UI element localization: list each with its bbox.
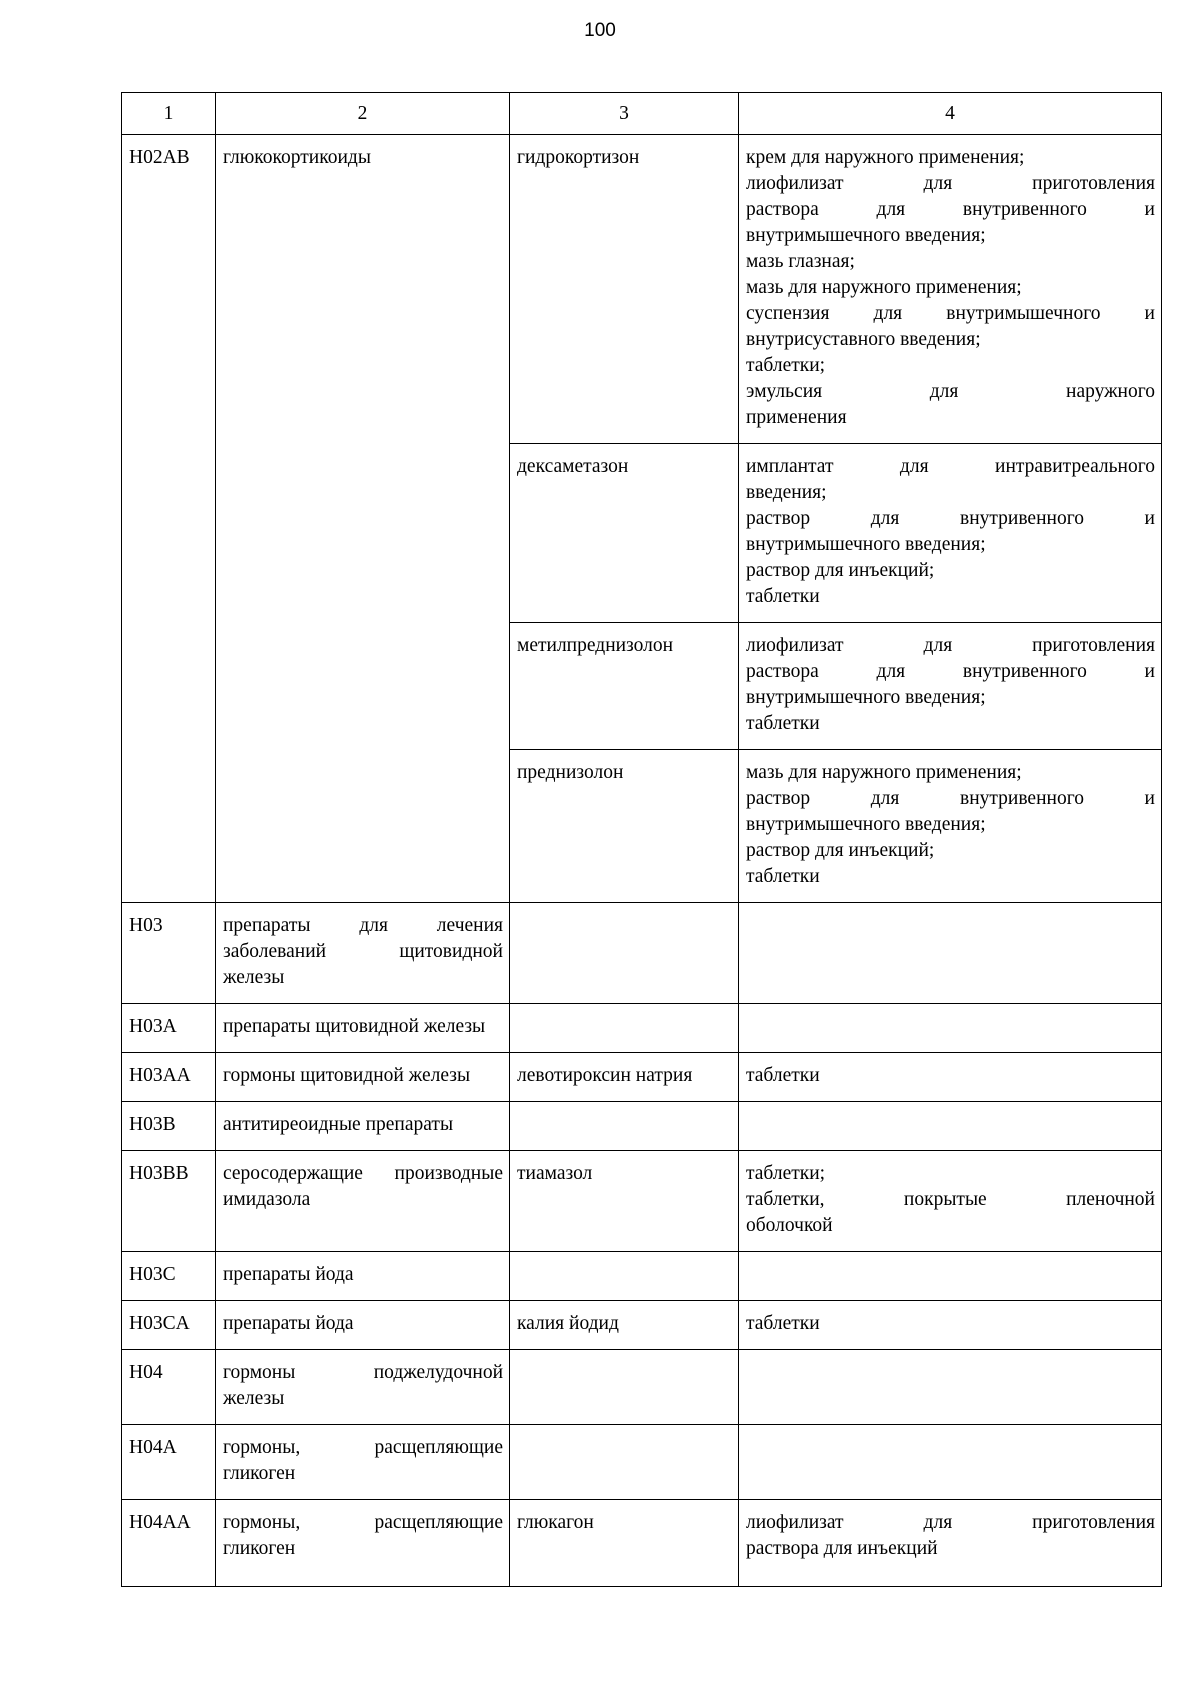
text-line: заболеваний щитовидной (223, 941, 503, 962)
group-name-cell (216, 1252, 510, 1301)
text-line: таблетки (746, 866, 820, 887)
text-line: гормоны поджелудочной (223, 1362, 503, 1383)
table-row (122, 1004, 1162, 1053)
atc-code-cell: H04 (122, 1350, 216, 1425)
atc-code-cell: H03AA (122, 1053, 216, 1102)
group-name-cell (216, 1425, 510, 1500)
group-name-cell (216, 1500, 510, 1587)
substance-cell (510, 1425, 739, 1500)
text-line: препараты йода (223, 1313, 354, 1334)
substance-cell: тиамазол (510, 1151, 739, 1252)
text-line: таблетки; (746, 1163, 826, 1184)
text-line: гормоны, расщепляющие (223, 1512, 503, 1533)
atc-code-cell: H03BB (122, 1151, 216, 1252)
text-line: раствор для инъекций; (746, 560, 935, 581)
text-line: имидазола (223, 1189, 311, 1210)
group-name-cell (216, 1053, 510, 1102)
dosage-forms-cell (739, 444, 1162, 623)
text-line: крем для наружного применения; (746, 147, 1025, 168)
dosage-forms-cell (739, 1425, 1162, 1500)
table-row (122, 903, 1162, 1004)
dosage-forms-cell (739, 1102, 1162, 1151)
table-row (122, 1252, 1162, 1301)
dosage-forms-cell (739, 1500, 1162, 1587)
table-row (122, 1102, 1162, 1151)
text-line: мазь для наружного применения; (746, 762, 1022, 783)
text-line: препараты йода (223, 1264, 354, 1285)
dosage-forms-cell (739, 135, 1162, 444)
text-line: таблетки (746, 1065, 820, 1086)
text-line: железы (223, 967, 285, 988)
drug-table (121, 92, 1162, 1587)
text-line: внутримышечного введения; (746, 225, 986, 246)
atc-code-cell: H04AA (122, 1500, 216, 1587)
text-line: эмульсия для наружного (746, 381, 1155, 402)
text-line: таблетки (746, 713, 820, 734)
group-name-cell (216, 1350, 510, 1425)
dosage-forms-cell (739, 1252, 1162, 1301)
substance-cell (510, 1350, 739, 1425)
atc-code-cell: H03A (122, 1004, 216, 1053)
text-line: мазь для наружного применения; (746, 277, 1022, 298)
atc-code-cell: H04A (122, 1425, 216, 1500)
text-line: таблетки, покрытые пленочной (746, 1189, 1155, 1210)
text-line: гормоны щитовидной железы (223, 1065, 471, 1086)
text-line: таблетки (746, 1313, 820, 1334)
atc-code-cell: H03 (122, 903, 216, 1004)
text-line: гликоген (223, 1538, 296, 1559)
group-name-cell (216, 1151, 510, 1252)
text-line: раствор для внутривенного и (746, 788, 1155, 809)
text-line: гликоген (223, 1463, 296, 1484)
table-row (122, 1151, 1162, 1252)
text-line: внутримышечного введения; (746, 687, 986, 708)
group-name-cell (216, 1004, 510, 1053)
text-line: раствора для внутривенного и (746, 199, 1155, 220)
atc-code-cell: H03B (122, 1102, 216, 1151)
substance-cell (510, 1102, 739, 1151)
dosage-forms-cell (739, 1004, 1162, 1053)
text-line: имплантат для интравитреального (746, 456, 1155, 477)
text-line: препараты щитовидной железы (223, 1016, 486, 1037)
text-line: введения; (746, 482, 827, 503)
text-line: препараты для лечения (223, 915, 503, 936)
text-line: применения (746, 407, 847, 428)
group-name-cell (216, 903, 510, 1004)
atc-code-cell: H02AB (122, 135, 216, 903)
page-number: 100 (584, 20, 616, 41)
substance-cell: калия йодид (510, 1301, 739, 1350)
substance-cell: преднизолон (510, 750, 739, 903)
text-line: серосодержащие производные (223, 1163, 503, 1184)
group-name-cell (216, 1301, 510, 1350)
text-line: внутримышечного введения; (746, 814, 986, 835)
substance-cell: глюкагон (510, 1500, 739, 1587)
column-header: 3 (510, 93, 739, 135)
column-header: 4 (739, 93, 1162, 135)
substance-cell (510, 903, 739, 1004)
substance-cell (510, 1252, 739, 1301)
atc-code-cell: H03C (122, 1252, 216, 1301)
dosage-forms-cell (739, 1053, 1162, 1102)
text-line: раствора для инъекций (746, 1538, 938, 1559)
text-line: лиофилизат для приготовления (746, 635, 1155, 656)
text-line: железы (223, 1388, 285, 1409)
text-line: гормоны, расщепляющие (223, 1437, 503, 1458)
text-line: внутримышечного введения; (746, 534, 986, 555)
text-line: таблетки; (746, 355, 826, 376)
text-line: суспензия для внутримышечного и (746, 303, 1155, 324)
group-name-cell (216, 1102, 510, 1151)
text-line: раствора для внутривенного и (746, 661, 1155, 682)
text-line: внутрисуставного введения; (746, 329, 981, 350)
dosage-forms-cell (739, 1350, 1162, 1425)
substance-cell: гидрокортизон (510, 135, 739, 444)
table-row (122, 1425, 1162, 1500)
text-line: раствор для внутривенного и (746, 508, 1155, 529)
text-line: лиофилизат для приготовления (746, 173, 1155, 194)
group-name-cell (216, 135, 510, 903)
text-line: глюкокортикоиды (223, 147, 371, 168)
table-row (122, 1350, 1162, 1425)
text-line: раствор для инъекций; (746, 840, 935, 861)
table-row (122, 1500, 1162, 1587)
table-row (122, 135, 1162, 444)
substance-cell: метилпреднизолон (510, 623, 739, 750)
dosage-forms-cell (739, 750, 1162, 903)
table-row (122, 1301, 1162, 1350)
text-line: мазь глазная; (746, 251, 855, 272)
dosage-forms-cell (739, 1301, 1162, 1350)
text-line: лиофилизат для приготовления (746, 1512, 1155, 1533)
text-line: антитиреоидные препараты (223, 1114, 454, 1135)
substance-cell (510, 1004, 739, 1053)
substance-cell: дексаметазон (510, 444, 739, 623)
dosage-forms-cell (739, 623, 1162, 750)
header-row (122, 93, 1162, 135)
column-header: 1 (122, 93, 216, 135)
dosage-forms-cell (739, 903, 1162, 1004)
text-line: таблетки (746, 586, 820, 607)
dosage-forms-cell (739, 1151, 1162, 1252)
text-line: оболочкой (746, 1215, 833, 1236)
table-row (122, 1053, 1162, 1102)
substance-cell: левотироксин натрия (510, 1053, 739, 1102)
atc-code-cell: H03CA (122, 1301, 216, 1350)
column-header: 2 (216, 93, 510, 135)
